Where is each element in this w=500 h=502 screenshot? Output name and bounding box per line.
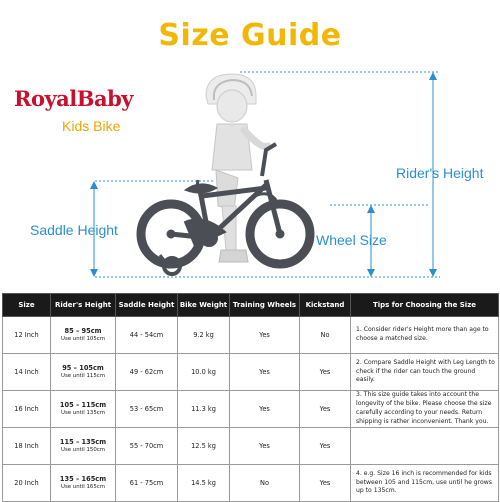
cell-tip: 1. Consider rider's Height more than age to choose a matched size.	[351, 317, 499, 354]
cell-bike-weight: 10.0 kg	[178, 354, 230, 391]
table-row	[3, 354, 499, 391]
size-guide-table	[2, 293, 499, 502]
cell-bike-weight: 11.3 kg	[178, 391, 230, 428]
cell-riders-height	[51, 428, 116, 465]
cell-bike-weight: 9.2 kg	[178, 317, 230, 354]
brand-logo: RoyalBaby	[14, 86, 133, 111]
cell-training-wheels: Yes	[230, 391, 300, 428]
cell-riders-height	[51, 317, 116, 354]
cell-size: 20 Inch	[3, 465, 51, 502]
cell-size: 18 Inch	[3, 428, 51, 465]
use-until: Use until 135cm	[61, 409, 105, 416]
cell-saddle-height: 61 - 75cm	[116, 465, 178, 502]
cell-kickstand: Yes	[300, 354, 351, 391]
cell-training-wheels: No	[230, 465, 300, 502]
height-range: 135 – 165cm	[59, 474, 107, 483]
use-until: Use until 105cm	[61, 335, 105, 342]
cell-saddle-height: 55 - 70cm	[116, 428, 178, 465]
header-kickstand: Kickstand	[300, 294, 351, 317]
cell-kickstand: Yes	[300, 465, 351, 502]
cell-tip: 2. Compare Saddle Height with Leg Length to check if the rider can touch the ground easily.	[351, 354, 499, 391]
height-range: 85 – 95cm	[64, 326, 102, 335]
cell-saddle-height: 53 - 65cm	[116, 391, 178, 428]
cell-riders-height	[51, 391, 116, 428]
cell-tip: 4. e.g. Size 16 inch is recommended for kids between 105 and 115cm, use until he grows up to 135cm.	[351, 465, 499, 502]
use-until: Use until 165cm	[61, 483, 105, 490]
height-range: 95 – 105cm	[62, 363, 104, 372]
saddle-height-label: Saddle Height	[30, 222, 118, 238]
brand-subtitle: Kids Bike	[62, 118, 121, 134]
cell-bike-weight: 12.5 kg	[178, 428, 230, 465]
cell-training-wheels: Yes	[230, 317, 300, 354]
table-header-row	[3, 294, 499, 317]
table-row	[3, 317, 499, 354]
cell-size: 12 Inch	[3, 317, 51, 354]
table-row	[3, 428, 499, 465]
header-riders-height: Rider's Height	[51, 294, 116, 317]
header-bike-weight: Bike Weight	[178, 294, 230, 317]
cell-tip: 3. This size guide takes into account the longevity of the bike. Please choose the size carefully according to your needs. Return shipping is rather inconvenient. Thank you.	[351, 391, 499, 428]
page-title: Size Guide	[158, 18, 342, 53]
cell-riders-height	[51, 354, 116, 391]
table-row	[3, 391, 499, 428]
wheel-size-label: Wheel Size	[316, 232, 387, 248]
header-saddle-height: Saddle Height	[116, 294, 178, 317]
cell-training-wheels: Yes	[230, 428, 300, 465]
cell-training-wheels: Yes	[230, 354, 300, 391]
cell-size: 14 Inch	[3, 354, 51, 391]
header-size: Size	[3, 294, 51, 317]
cell-kickstand: No	[300, 317, 351, 354]
riders-height-label: Rider's Height	[396, 165, 484, 181]
header-tips: Tips for Choosing the Size	[351, 294, 499, 317]
cell-size: 16 Inch	[3, 391, 51, 428]
cell-riders-height	[51, 465, 116, 502]
table-row	[3, 465, 499, 502]
cell-kickstand: Yes	[300, 391, 351, 428]
cell-kickstand: Yes	[300, 428, 351, 465]
cell-saddle-height: 44 - 54cm	[116, 317, 178, 354]
use-until: Use until 150cm	[61, 446, 105, 453]
height-range: 115 – 135cm	[59, 437, 107, 446]
header-training-wheels: Training Wheels	[230, 294, 300, 317]
cell-saddle-height: 49 - 62cm	[116, 354, 178, 391]
use-until: Use until 115cm	[61, 372, 105, 379]
cell-bike-weight: 14.5 kg	[178, 465, 230, 502]
cell-tip	[351, 428, 499, 465]
height-range: 105 – 115cm	[59, 400, 107, 409]
